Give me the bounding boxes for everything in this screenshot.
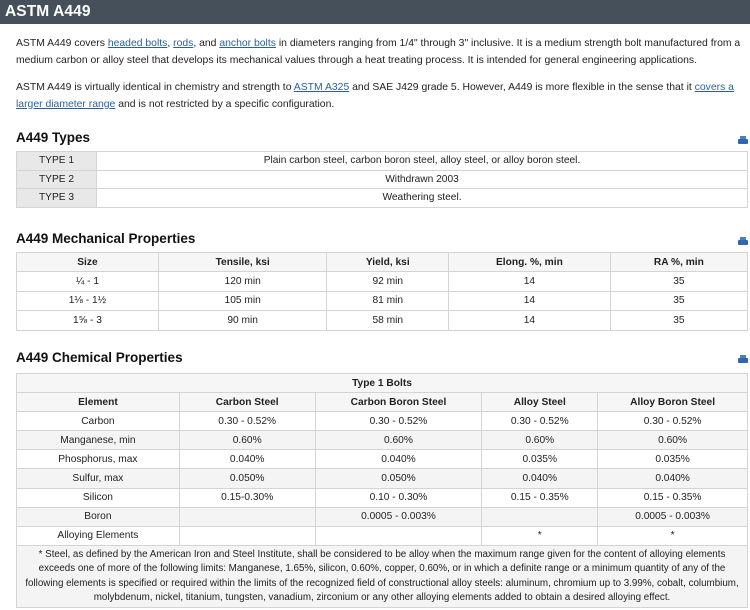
intro-text: and SAE J429 grade 5. However, A449 is more flexible in the sense that it — [349, 82, 695, 93]
type-description: Withdrawn 2003 — [97, 170, 748, 189]
chemical-cell: 0.035% — [598, 450, 748, 469]
chemical-cell — [315, 526, 482, 545]
anchor-bolts-link[interactable]: anchor bolts — [219, 38, 276, 49]
type-description: Plain carbon steel, carbon boron steel, alloy steel, or alloy boron steel. — [97, 152, 748, 171]
types-heading: A449 Types — [16, 130, 91, 145]
chemical-heading: A449 Chemical Properties — [16, 350, 183, 365]
mechanical-cell: 1⅛ - 1½ — [17, 291, 159, 311]
headed-bolts-link[interactable]: headed bolts — [107, 38, 168, 49]
chemical-cell: 0.60% — [315, 431, 482, 450]
chemical-rows — [17, 412, 748, 546]
mechanical-cell: 14 — [449, 272, 611, 292]
chemical-cell: 0.30 - 0.52% — [598, 412, 748, 431]
mechanical-cell: 58 min — [327, 311, 449, 331]
type-label: TYPE 1 — [17, 152, 97, 171]
chemical-cell: 0.0005 - 0.003% — [315, 507, 482, 526]
chemical-cell: Phosphorus, max — [17, 450, 180, 469]
mechanical-column-header: RA %, min — [610, 253, 747, 272]
chemical-column-header: Carbon Steel — [179, 393, 315, 412]
mechanical-column-header: Size — [17, 253, 159, 272]
chemical-cell: Carbon — [17, 412, 180, 431]
mechanical-cell: 35 — [610, 272, 747, 292]
intro-paragraph-2 — [16, 80, 748, 113]
mechanical-rows — [17, 272, 748, 331]
mechanical-cell: 92 min — [327, 272, 449, 292]
mechanical-cell: 120 min — [158, 272, 327, 292]
chemical-row — [17, 507, 748, 526]
larger-diameter-range-link[interactable]: covers a larger diameter range — [16, 82, 734, 110]
mechanical-table — [16, 252, 748, 331]
mechanical-cell: 35 — [610, 311, 747, 331]
mechanical-header-row — [17, 253, 748, 272]
types-rows — [17, 152, 748, 208]
intro-text: ASTM A449 is virtually identical in chemistry and strength to — [16, 82, 294, 93]
chemical-cell: 0.60% — [482, 431, 598, 450]
mechanical-cell: 1⅝ - 3 — [17, 311, 159, 331]
mechanical-cell: 14 — [449, 291, 611, 311]
chemical-cell: 0.60% — [598, 431, 748, 450]
print-icon[interactable] — [738, 355, 748, 363]
type-label: TYPE 3 — [17, 189, 97, 208]
types-table — [16, 151, 748, 208]
mechanical-cell: ¼ - 1 — [17, 272, 159, 292]
intro-text: and is not restricted by a specific configuration. — [115, 98, 335, 110]
mechanical-column-header: Yield, ksi — [327, 253, 449, 272]
chemical-cell: 0.30 - 0.52% — [482, 412, 598, 431]
chemical-cell — [482, 507, 598, 526]
chemical-cell: 0.040% — [482, 469, 598, 488]
mechanical-cell: 105 min — [158, 291, 327, 311]
chemical-cell: Sulfur, max — [17, 469, 180, 488]
chemical-cell: 0.035% — [482, 450, 598, 469]
chemical-cell: 0.15 - 0.35% — [482, 488, 598, 507]
chemical-cell: 0.60% — [179, 431, 315, 450]
chemical-column-header: Alloy Steel — [482, 393, 598, 412]
chemical-row — [17, 526, 748, 545]
mechanical-cell: 81 min — [327, 291, 449, 311]
chemical-column-header: Alloy Boron Steel — [598, 393, 748, 412]
mechanical-cell: 90 min — [158, 311, 327, 331]
chemical-cell: Alloying Elements — [17, 526, 180, 545]
chemical-cell: 0.0005 - 0.003% — [598, 507, 748, 526]
chemical-cell: Silicon — [17, 488, 180, 507]
intro-paragraph-1 — [16, 36, 748, 69]
chemical-row — [17, 431, 748, 450]
type-description: Weathering steel. — [97, 189, 748, 208]
rods-link[interactable]: rods — [173, 38, 194, 49]
mechanical-column-header: Tensile, ksi — [158, 253, 327, 272]
chemical-cell: 0.040% — [179, 450, 315, 469]
chemical-cell: 0.30 - 0.52% — [179, 412, 315, 431]
mechanical-heading: A449 Mechanical Properties — [16, 231, 196, 246]
chemical-header-row — [17, 393, 748, 412]
chemical-row — [17, 488, 748, 507]
intro-text: , and — [193, 38, 220, 49]
types-row — [17, 152, 748, 171]
chemical-cell: 0.040% — [598, 469, 748, 488]
type-label: TYPE 2 — [17, 170, 97, 189]
chemical-table — [16, 373, 748, 608]
types-row — [17, 189, 748, 208]
mechanical-column-header: Elong. %, min — [449, 253, 611, 272]
chemical-cell: 0.050% — [315, 469, 482, 488]
chemical-group-label: Type 1 Bolts — [17, 374, 748, 393]
intro-text: , — [167, 38, 174, 49]
chemical-row — [17, 450, 748, 469]
chemical-column-header: Carbon Boron Steel — [315, 393, 482, 412]
chemical-cell: * — [482, 526, 598, 545]
chemical-cell — [179, 507, 315, 526]
chemical-cell: 0.10 - 0.30% — [315, 488, 482, 507]
chemical-footnote: * Steel, as defined by the American Iron and Steel Institute, shall be considered to be alloy when the maximum range given for the content of alloying elements exceeds one of more of the following limits: Manganese, 1.65%, silicon, 0.60%, copper, 0.60%, or in which a definite range or a minimum quantity of any of the following elements is specified or required within the limits of the recognized field of constructional alloy steels: aluminum, chromium up to 3.99%, cobalt, columbium, molybdenum, nickel, titanium, tungsten, vanadium, zirconium or any other alloying elements added to obtain a desired alloying effect. — [17, 545, 748, 608]
chemical-column-header: Element — [17, 393, 180, 412]
mechanical-row — [17, 291, 748, 311]
astm-a325-link[interactable]: ASTM A325 — [293, 82, 350, 93]
chemical-cell: * — [598, 526, 748, 545]
page-header — [0, 0, 750, 24]
chemical-cell: 0.040% — [315, 450, 482, 469]
mechanical-cell: 35 — [610, 291, 747, 311]
page-title: ASTM A449 — [5, 3, 91, 20]
print-icon[interactable] — [738, 237, 748, 245]
chemical-cell: Manganese, min — [17, 431, 180, 450]
intro-text: ASTM A449 covers — [16, 38, 108, 49]
mechanical-row — [17, 311, 748, 331]
chemical-row — [17, 412, 748, 431]
print-icon[interactable] — [738, 136, 748, 144]
mechanical-row — [17, 272, 748, 292]
chemical-cell: 0.15-0.30% — [179, 488, 315, 507]
mechanical-cell: 14 — [449, 311, 611, 331]
chemical-row — [17, 469, 748, 488]
types-row — [17, 170, 748, 189]
intro-text: in diameters ranging from 1/4" through 3" inclusive. It is a medium strength bolt manufactured from a medium carbon or alloy steel that develops its mechanical values through a heat treating process. It is intended for general engineering applications. — [16, 38, 741, 66]
chemical-cell: 0.30 - 0.52% — [315, 412, 482, 431]
chemical-cell — [179, 526, 315, 545]
chemical-cell: Boron — [17, 507, 180, 526]
chemical-cell: 0.050% — [179, 469, 315, 488]
chemical-cell: 0.15 - 0.35% — [598, 488, 748, 507]
